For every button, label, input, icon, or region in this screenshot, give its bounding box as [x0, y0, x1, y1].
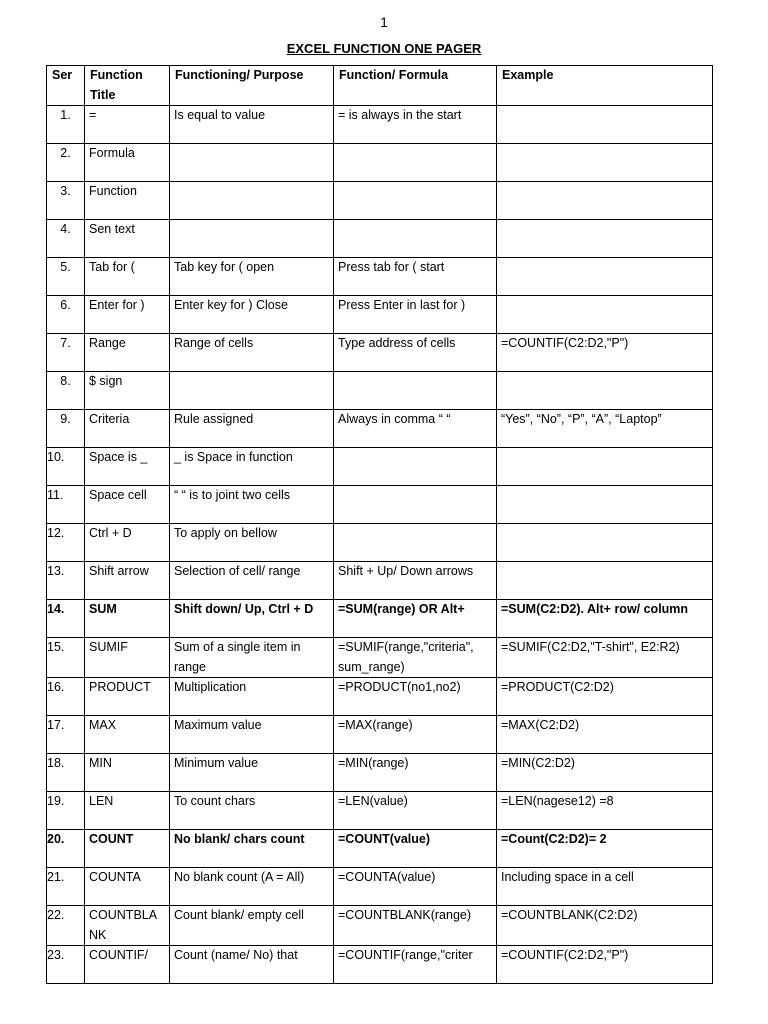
table-row — [47, 296, 713, 334]
header-purpose: Functioning/ Purpose — [170, 66, 334, 106]
table-row — [47, 144, 713, 182]
row-purpose — [170, 220, 334, 258]
table-row — [47, 638, 713, 678]
table-row — [47, 372, 713, 410]
table-row — [47, 220, 713, 258]
row-example: =Count(C2:D2)= 2 — [497, 830, 713, 868]
row-ser: 17. — [47, 716, 85, 754]
row-example — [497, 296, 713, 334]
table-header-row — [47, 66, 713, 106]
row-purpose: Count (name/ No) that — [170, 946, 334, 984]
row-purpose: No blank count (A = All) — [170, 868, 334, 906]
row-example — [497, 182, 713, 220]
row-ser: 15. — [47, 638, 85, 678]
table-row — [47, 410, 713, 448]
row-example — [497, 144, 713, 182]
table-row — [47, 792, 713, 830]
row-function-title: SUM — [85, 600, 170, 638]
row-formula — [334, 486, 497, 524]
row-purpose: Is equal to value — [170, 106, 334, 144]
row-ser: 22. — [47, 906, 85, 946]
row-formula — [334, 144, 497, 182]
table-row — [47, 906, 713, 946]
row-purpose: Tab key for ( open — [170, 258, 334, 296]
row-purpose: To apply on bellow — [170, 524, 334, 562]
row-ser: 19. — [47, 792, 85, 830]
row-ser: 2. — [47, 144, 85, 182]
table-row — [47, 868, 713, 906]
row-formula: Shift + Up/ Down arrows — [334, 562, 497, 600]
table-row — [47, 334, 713, 372]
row-purpose: Enter key for ) Close — [170, 296, 334, 334]
row-function-title: LEN — [85, 792, 170, 830]
row-purpose: Maximum value — [170, 716, 334, 754]
row-function-title: COUNTBLANK — [85, 906, 170, 946]
row-example: =SUM(C2:D2). Alt+ row/ column — [497, 600, 713, 638]
row-formula: =COUNTA(value) — [334, 868, 497, 906]
row-purpose — [170, 182, 334, 220]
row-formula: Press Enter in last for ) — [334, 296, 497, 334]
row-ser: 18. — [47, 754, 85, 792]
row-formula: =MAX(range) — [334, 716, 497, 754]
row-formula: =PRODUCT(no1,no2) — [334, 678, 497, 716]
row-ser: 12. — [47, 524, 85, 562]
row-example: =MAX(C2:D2) — [497, 716, 713, 754]
row-ser: 7. — [47, 334, 85, 372]
row-formula: =MIN(range) — [334, 754, 497, 792]
header-ser: Ser — [47, 66, 85, 106]
row-ser: 8. — [47, 372, 85, 410]
table-row — [47, 524, 713, 562]
row-ser: 10. — [47, 448, 85, 486]
table-row — [47, 562, 713, 600]
row-ser: 6. — [47, 296, 85, 334]
row-example: =PRODUCT(C2:D2) — [497, 678, 713, 716]
row-purpose: Sum of a single item in range — [170, 638, 334, 678]
table-body — [47, 106, 713, 984]
row-function-title: $ sign — [85, 372, 170, 410]
row-example — [497, 372, 713, 410]
row-example: =LEN(nagese12) =8 — [497, 792, 713, 830]
row-example — [497, 258, 713, 296]
row-example — [497, 448, 713, 486]
row-ser: 1. — [47, 106, 85, 144]
table-row — [47, 486, 713, 524]
row-function-title: SUMIF — [85, 638, 170, 678]
row-formula: Type address of cells — [334, 334, 497, 372]
row-function-title: Space cell — [85, 486, 170, 524]
header-formula: Function/ Formula — [334, 66, 497, 106]
row-purpose: Count blank/ empty cell — [170, 906, 334, 946]
row-formula: =COUNTIF(range,"criter — [334, 946, 497, 984]
row-function-title: Ctrl + D — [85, 524, 170, 562]
table-row — [47, 946, 713, 984]
row-ser: 14. — [47, 600, 85, 638]
table-row — [47, 754, 713, 792]
row-formula: =LEN(value) — [334, 792, 497, 830]
row-example: Including space in a cell — [497, 868, 713, 906]
row-purpose: Shift down/ Up, Ctrl + D — [170, 600, 334, 638]
row-purpose: Multiplication — [170, 678, 334, 716]
row-formula — [334, 182, 497, 220]
row-example: =COUNTIF(C2:D2,"P") — [497, 946, 713, 984]
row-function-title: = — [85, 106, 170, 144]
row-function-title: Criteria — [85, 410, 170, 448]
row-ser: 5. — [47, 258, 85, 296]
row-function-title: PRODUCT — [85, 678, 170, 716]
row-formula: =SUM(range) OR Alt+ — [334, 600, 497, 638]
row-formula: Press tab for ( start — [334, 258, 497, 296]
table-row — [47, 106, 713, 144]
row-ser: 3. — [47, 182, 85, 220]
row-function-title: Function — [85, 182, 170, 220]
table-row — [47, 448, 713, 486]
row-example: “Yes”, “No”, “P”, “A”, “Laptop” — [497, 410, 713, 448]
row-purpose — [170, 372, 334, 410]
row-example: =MIN(C2:D2) — [497, 754, 713, 792]
row-purpose: To count chars — [170, 792, 334, 830]
row-function-title: COUNT — [85, 830, 170, 868]
row-function-title: Tab for ( — [85, 258, 170, 296]
row-function-title: COUNTIF/ — [85, 946, 170, 984]
row-purpose: “ “ is to joint two cells — [170, 486, 334, 524]
row-function-title: Range — [85, 334, 170, 372]
row-function-title: COUNTA — [85, 868, 170, 906]
table-row — [47, 716, 713, 754]
row-formula: =COUNT(value) — [334, 830, 497, 868]
row-example: =COUNTIF(C2:D2,"P") — [497, 334, 713, 372]
row-ser: 9. — [47, 410, 85, 448]
row-example: =COUNTBLANK(C2:D2) — [497, 906, 713, 946]
row-formula — [334, 372, 497, 410]
row-example — [497, 562, 713, 600]
document-title: EXCEL FUNCTION ONE PAGER — [286, 41, 482, 56]
row-formula: = is always in the start — [334, 106, 497, 144]
page-number: 1 — [380, 14, 388, 30]
row-function-title: Sen text — [85, 220, 170, 258]
row-function-title: MAX — [85, 716, 170, 754]
table-row — [47, 182, 713, 220]
table-row — [47, 678, 713, 716]
row-ser: 11. — [47, 486, 85, 524]
function-table — [46, 65, 713, 984]
row-example — [497, 220, 713, 258]
row-function-title: Shift arrow — [85, 562, 170, 600]
row-function-title: MIN — [85, 754, 170, 792]
row-function-title: Formula — [85, 144, 170, 182]
header-function-title: Function Title — [85, 66, 170, 106]
row-formula — [334, 220, 497, 258]
row-formula: =SUMIF(range,"criteria", sum_range) — [334, 638, 497, 678]
row-example — [497, 106, 713, 144]
row-formula — [334, 524, 497, 562]
row-example — [497, 486, 713, 524]
row-ser: 21. — [47, 868, 85, 906]
row-example: =SUMIF(C2:D2,"T-shirt", E2:R2) — [497, 638, 713, 678]
row-function-title: Space is _ — [85, 448, 170, 486]
row-purpose: Selection of cell/ range — [170, 562, 334, 600]
row-purpose: Range of cells — [170, 334, 334, 372]
table-row — [47, 830, 713, 868]
row-ser: 4. — [47, 220, 85, 258]
table-row — [47, 600, 713, 638]
row-formula: Always in comma “ “ — [334, 410, 497, 448]
row-example — [497, 524, 713, 562]
row-formula: =COUNTBLANK(range) — [334, 906, 497, 946]
row-function-title: Enter for ) — [85, 296, 170, 334]
row-ser: 13. — [47, 562, 85, 600]
row-purpose: No blank/ chars count — [170, 830, 334, 868]
row-purpose — [170, 144, 334, 182]
row-ser: 23. — [47, 946, 85, 984]
row-formula — [334, 448, 497, 486]
header-example: Example — [497, 66, 713, 106]
row-ser: 20. — [47, 830, 85, 868]
row-purpose: _ is Space in function — [170, 448, 334, 486]
row-purpose: Rule assigned — [170, 410, 334, 448]
table-row — [47, 258, 713, 296]
row-purpose: Minimum value — [170, 754, 334, 792]
row-ser: 16. — [47, 678, 85, 716]
